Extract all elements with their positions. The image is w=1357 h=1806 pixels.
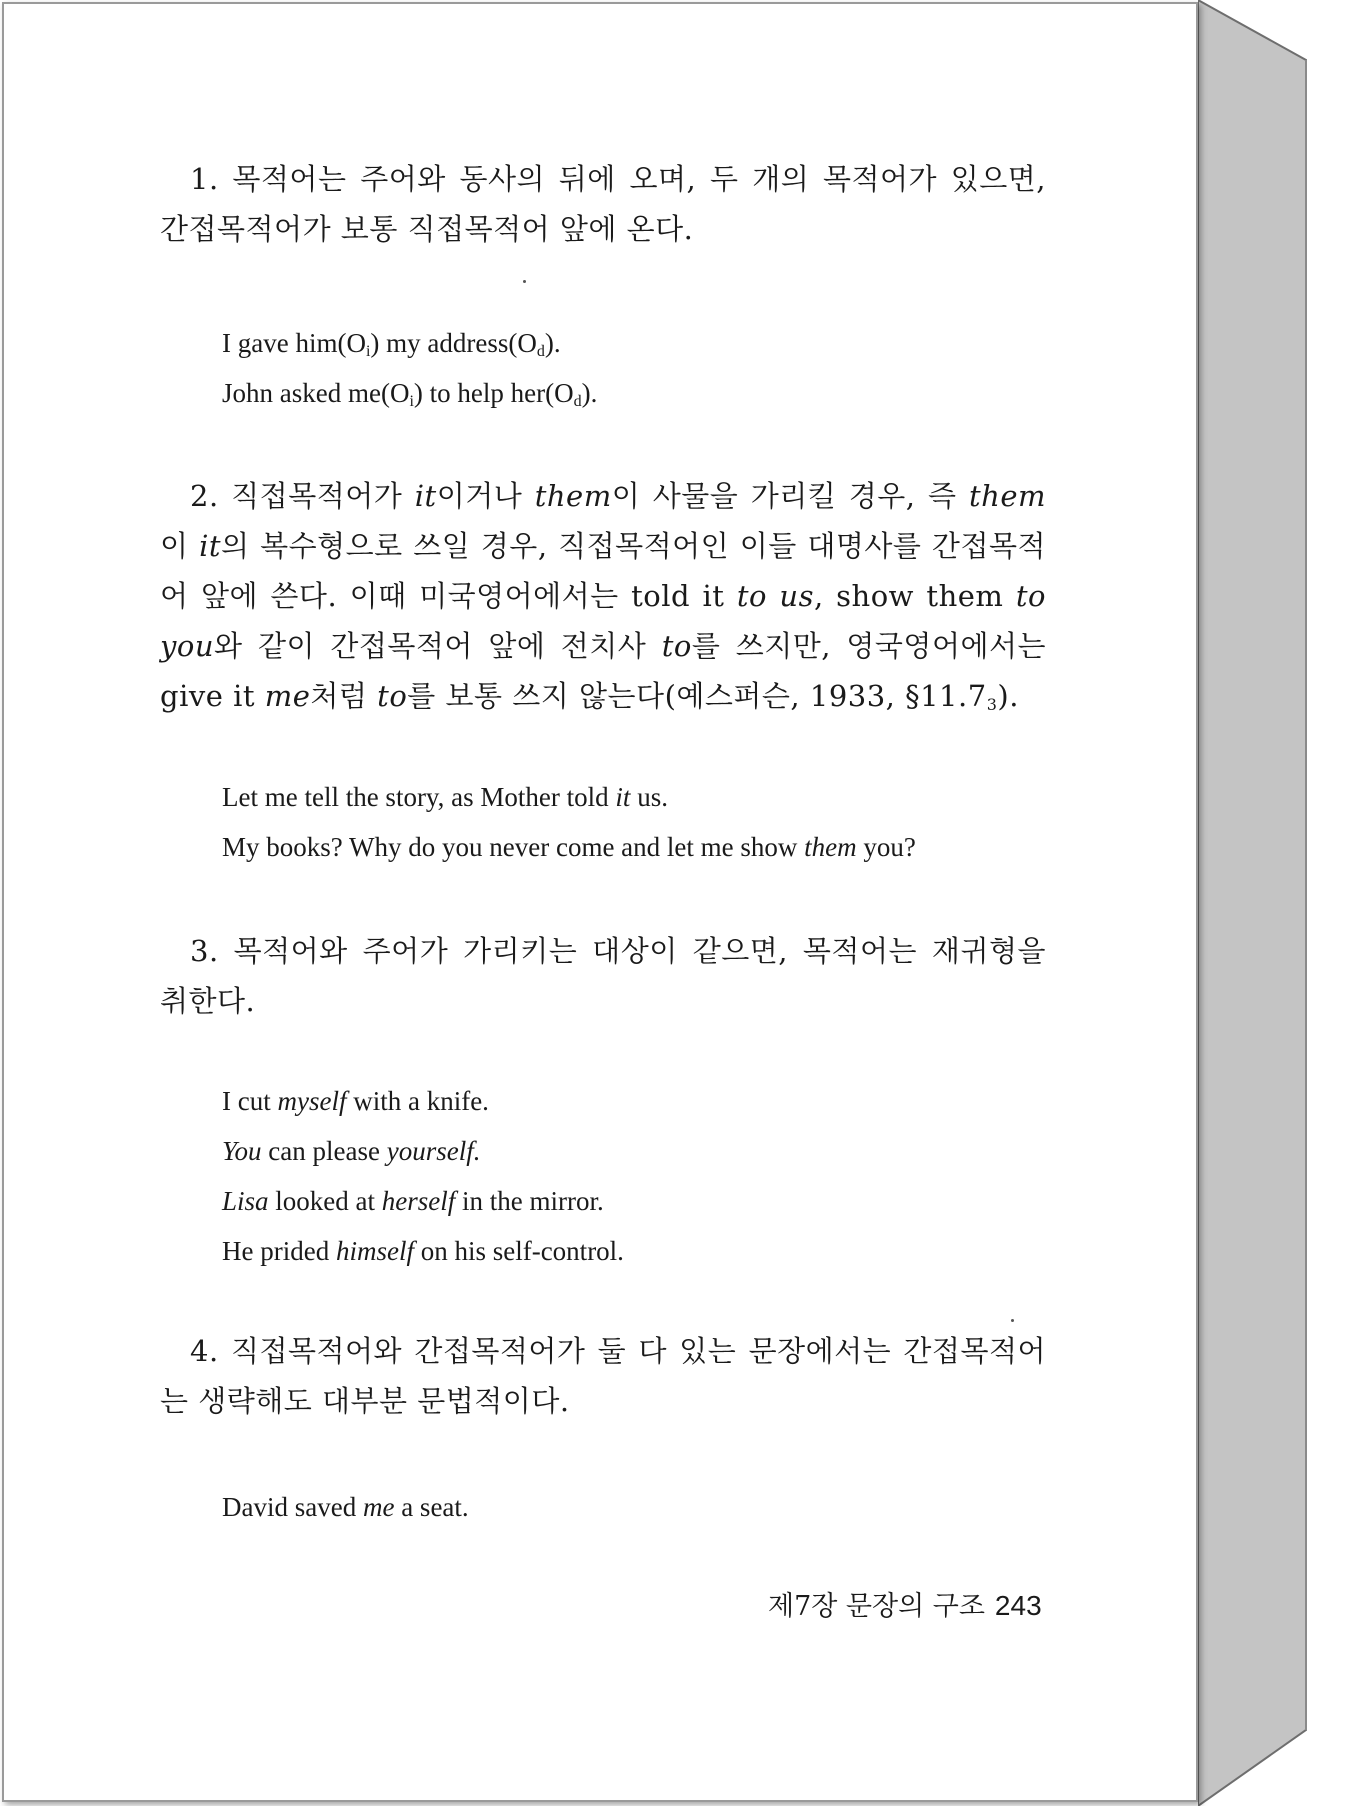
- text-fragment: 의 복수형으로 쓰일 경우, 직접목적어인 이들 대명사를 간접목적어 앞에 쓴다. 이때 미국영어에서는 told it: [160, 529, 1046, 613]
- text-fragment: us.: [630, 782, 668, 812]
- section-1: [160, 154, 1046, 254]
- section-3-number: 3.: [190, 934, 219, 968]
- speck-mark: [523, 280, 526, 283]
- page-number: 243: [994, 1590, 1042, 1621]
- text-fragment: 직접목적어가: [231, 479, 415, 513]
- book-page: [2, 2, 1198, 1802]
- text-fragment: them: [534, 479, 612, 513]
- text-fragment: 를 쓰지만, 영국영어에서는 give it: [160, 629, 1046, 713]
- text-fragment: in the mirror.: [455, 1186, 604, 1216]
- example-7: [222, 1176, 604, 1226]
- text-fragment: My books? Why do you never come and let me show: [222, 832, 805, 862]
- text-fragment: with a knife.: [346, 1086, 489, 1116]
- text-fragment: it: [615, 782, 631, 812]
- section-3: [160, 926, 1046, 1026]
- text-fragment: 이 사물을 가리킬 경우, 즉: [611, 479, 970, 513]
- text-fragment: I gave him(O: [222, 328, 366, 358]
- example-8: [222, 1226, 624, 1276]
- section-4-number: 4.: [190, 1334, 219, 1368]
- example-5: [222, 1076, 489, 1126]
- text-fragment: a seat.: [394, 1492, 469, 1522]
- text-fragment: Let me tell the story, as Mother told: [222, 782, 616, 812]
- text-fragment: 처럼: [310, 679, 378, 713]
- example-2: [222, 368, 597, 418]
- text-fragment: John asked me(O: [222, 378, 410, 408]
- section-4: [160, 1326, 1046, 1426]
- text-fragment: them: [804, 832, 857, 862]
- text-fragment: d: [536, 343, 545, 360]
- text-fragment: on his self-control.: [413, 1236, 624, 1266]
- text-fragment: can please: [261, 1136, 387, 1166]
- text-fragment: to us: [736, 579, 814, 613]
- text-fragment: ).: [581, 378, 598, 408]
- text-fragment: you?: [856, 832, 916, 862]
- example-3: [222, 772, 668, 822]
- section-1-number: 1.: [190, 162, 219, 196]
- text-fragment: David saved: [222, 1492, 363, 1522]
- text-fragment: herself: [381, 1186, 456, 1216]
- section-3-text: 목적어와 주어가 가리키는 대상이 같으면, 목적어는 재귀형을 취한다.: [160, 934, 1046, 1018]
- example-9: [222, 1482, 469, 1532]
- text-fragment: ).: [544, 328, 561, 358]
- text-fragment: himself: [335, 1236, 414, 1266]
- text-fragment: i: [365, 343, 371, 360]
- text-fragment: , show them: [814, 579, 1016, 613]
- text-fragment: them: [969, 479, 1047, 513]
- chapter-title: 제7장 문장의 구조: [768, 1591, 985, 1622]
- text-fragment: He prided: [222, 1236, 336, 1266]
- text-fragment: it: [414, 479, 437, 513]
- text-fragment: ) my address(O: [370, 328, 537, 358]
- text-fragment: me: [362, 1492, 395, 1522]
- text-fragment: 를 보통 쓰지 않는다(예스퍼슨, 1933, §11.7: [407, 679, 987, 713]
- book-edge-3d: [1198, 0, 1357, 1806]
- text-fragment: Lisa: [222, 1186, 269, 1216]
- text-fragment: 이거나: [436, 479, 535, 513]
- text-fragment: ) to help her(O: [413, 378, 574, 408]
- text-fragment: it: [199, 529, 222, 563]
- speck-mark: [1011, 1319, 1014, 1322]
- text-fragment: to: [377, 679, 408, 713]
- text-fragment: 3: [986, 695, 998, 714]
- text-fragment: i: [409, 393, 414, 410]
- example-1: [222, 318, 561, 368]
- text-fragment: 와 같이 간접목적어 앞에 전치사: [214, 629, 662, 663]
- text-fragment: 이: [160, 529, 200, 563]
- text-fragment: me: [264, 679, 311, 713]
- section-2: [160, 471, 1046, 721]
- text-fragment: to: [661, 629, 692, 663]
- text-fragment: to you: [160, 579, 1046, 663]
- section-4-text: 직접목적어와 간접목적어가 둘 다 있는 문장에서는 간접목적어는 생략해도 대부분 문법적이다.: [160, 1334, 1046, 1418]
- text-fragment: I cut: [222, 1086, 278, 1116]
- section-2-number: 2.: [190, 479, 219, 513]
- text-fragment: ).: [997, 679, 1019, 713]
- text-fragment: myself: [277, 1086, 347, 1116]
- text-fragment: looked at: [268, 1186, 382, 1216]
- text-fragment: d: [573, 393, 582, 410]
- section-1-text: 목적어는 주어와 동사의 뒤에 오며, 두 개의 목적어가 있으면, 간접목적어가 보통 직접목적어 앞에 온다.: [160, 162, 1046, 246]
- page-footer: [768, 1584, 1042, 1623]
- example-6: [222, 1126, 480, 1176]
- text-fragment: You: [222, 1136, 262, 1166]
- text-fragment: yourself.: [386, 1136, 481, 1166]
- example-4: [222, 822, 916, 872]
